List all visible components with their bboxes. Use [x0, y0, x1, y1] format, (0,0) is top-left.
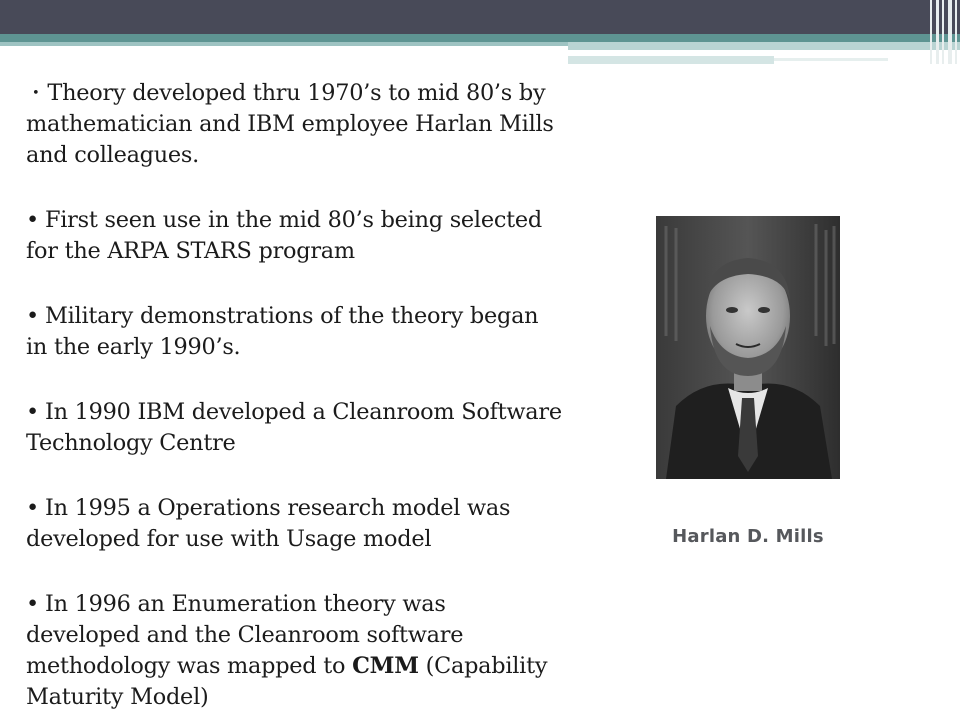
bullet-text: First seen use in the mid 80’s being selected for the ARPA STARS program: [26, 207, 542, 264]
bullet-item: [26, 493, 566, 555]
bullet-marker: •: [32, 86, 40, 101]
bullet-item: [26, 397, 566, 459]
photo-caption: Harlan D. Mills: [672, 526, 824, 547]
bullet-text: In 1996 an Enumeration theory was developed and the Cleanroom software methodology was mapped to: [26, 591, 464, 679]
bullet-item: [26, 205, 566, 267]
bullet-item: [26, 78, 566, 171]
bullet-text: In 1990 IBM developed a Cleanroom Software Technology Centre: [26, 399, 562, 456]
bullet-item: [26, 301, 566, 363]
bullet-item: [26, 589, 566, 713]
header-rule: [568, 42, 960, 50]
header-rule: [568, 56, 774, 64]
bullet-marker: •: [26, 303, 39, 329]
bullet-list: [26, 78, 566, 713]
bullet-text: Theory developed thru 1970’s to mid 80’s by mathematician and IBM employee Harlan Mills and colleagues.: [26, 80, 554, 168]
bullet-marker: •: [26, 495, 39, 521]
bullet-emphasis: CMM: [352, 653, 419, 679]
header-corner-strips: [926, 0, 960, 64]
bullet-text: (Capability Maturity Model): [26, 653, 548, 710]
portrait-photo: [656, 216, 840, 479]
bullet-marker: •: [26, 399, 39, 425]
header-accent-light: [0, 42, 568, 46]
bullet-text: Military demonstrations of the theory began in the early 1990’s.: [26, 303, 539, 360]
bullet-text: In 1995 a Operations research model was developed for use with Usage model: [26, 495, 511, 552]
bullet-marker: •: [26, 591, 39, 617]
header-rule: [774, 58, 888, 61]
bullet-marker: •: [26, 207, 39, 233]
header-accent-band: [0, 34, 960, 42]
header-rule: [568, 50, 888, 53]
header-bar: [0, 0, 960, 34]
